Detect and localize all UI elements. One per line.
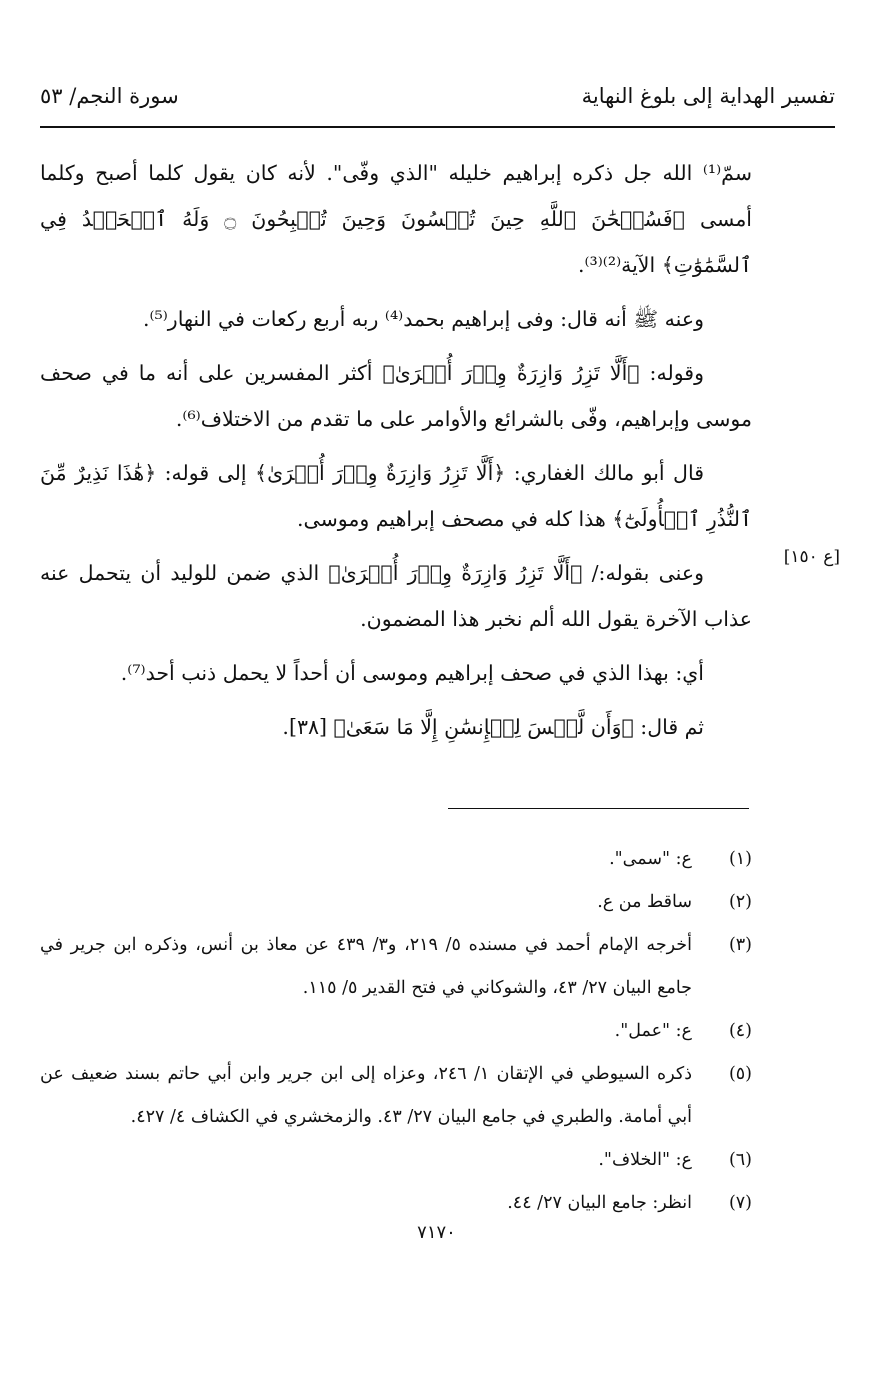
footnote bbox=[40, 1139, 752, 1182]
footnote-text: أخرجه الإمام أحمد في مسنده ٥/ ٢١٩، و٣/ ٤٣٩ عن معاذ بن أنس، وذكره ابن جرير في جامع البيان ٢٧/ ٤٣، والشوكاني في فتح القدير ٥/ ١١٥. bbox=[40, 935, 692, 998]
book-title: تفسير الهداية إلى بلوغ النهاية bbox=[581, 84, 835, 108]
footnote-text: ذكره السيوطي في الإتقان ١/ ٢٤٦، وعزاه إلى ابن جرير وابن أبي حاتم بسند ضعيف عن أبي أمامة. والطبري في جامع البيان ٢٧/ ٤٣. والزمخشري في الكشاف ٤/ ٤٢٧. bbox=[40, 1064, 692, 1127]
paragraph: وعنه ﷺ أنه قال: وفى إبراهيم بحمد⁽⁴⁾ ربه أربع ركعات في النهار⁽⁵⁾. bbox=[142, 307, 704, 331]
footnote-number: (٤) bbox=[728, 1021, 752, 1041]
footnote-number: (١) bbox=[728, 849, 752, 869]
footnote-text: انظر: جامع البيان ٢٧/ ٤٤. bbox=[507, 1193, 692, 1213]
surah-page-label: سورة النجم/ ٥٣ bbox=[40, 84, 179, 108]
manuscript-folio-note: [ع ١٥٠] bbox=[783, 547, 840, 567]
footnote-number: (٦) bbox=[728, 1150, 752, 1170]
paragraph: أي: بهذا الذي في صحف إبراهيم وموسى أن أحداً لا يحمل ذنب أحد⁽⁷⁾. bbox=[120, 661, 704, 685]
footnote-text: ع: "الخلاف". bbox=[598, 1150, 692, 1170]
main-text bbox=[40, 150, 752, 758]
footnote bbox=[40, 1053, 752, 1139]
footnote bbox=[40, 1182, 752, 1225]
footnote-number: (٢) bbox=[728, 892, 752, 912]
footnote-number: (٧) bbox=[728, 1193, 752, 1213]
paragraph: ثم قال: ﴿وَأَن لَّيۡسَ لِلۡإِنسَٰنِ إِلَّا مَا سَعَىٰ﴾ [٣٨]. bbox=[282, 715, 704, 739]
page-number: ٧١٧٠ bbox=[417, 1222, 456, 1243]
paragraph: قال أبو مالك الغفاري: ﴿أَلَّا تَزِرُ وَازِرَةٌ وِزۡرَ أُخۡرَىٰ﴾ إلى قوله: ﴿هَٰذَا نَذِيرٌ مِّنَ ٱلنُّذُرِ ٱلۡأُولَىٰٓ﴾ هذا كله في مصحف إبراهيم وموسى. bbox=[40, 461, 752, 531]
paragraph: سمّ⁽¹⁾ الله جل ذكره إبراهيم خليله "الذي وفّى". لأنه كان يقول كلما أصبح وكلما أمسى ﴿فَسُبۡحَٰنَ ٱللَّهِ حِينَ تُمۡسُونَ وَحِينَ تُصۡبِحُونَ ۝ وَلَهُ ٱلۡحَمۡدُ فِي ٱلسَّمَٰوَٰتِ﴾ الآية⁽²⁾⁽³⁾. bbox=[40, 161, 752, 277]
footnote bbox=[40, 1010, 752, 1053]
footnote-text: ساقط من ع. bbox=[597, 892, 692, 912]
paragraph: وقوله: ﴿أَلَّا تَزِرُ وَازِرَةٌ وِزۡرَ أُخۡرَىٰ﴾ أكثر المفسرين على أنه ما في صحف موسى وإبراهيم، وفّى بالشرائع والأوامر على ما تقدم من الاختلاف⁽⁶⁾. bbox=[40, 361, 752, 431]
footnote bbox=[40, 881, 752, 924]
footnote-text: ع: "عمل". bbox=[614, 1021, 692, 1041]
footnotes bbox=[40, 838, 752, 1225]
running-header bbox=[40, 84, 835, 120]
header-divider bbox=[40, 126, 835, 128]
footnote-number: (٥) bbox=[728, 1064, 752, 1084]
footnote bbox=[40, 838, 752, 881]
footnote-text: ع: "سمى". bbox=[609, 849, 692, 869]
footnote-number: (٣) bbox=[728, 935, 752, 955]
footnote-divider bbox=[448, 808, 749, 809]
paragraph: وعنى بقوله:/ ﴿أَلَّا تَزِرُ وَازِرَةٌ وِزۡرَ أُخۡرَىٰ﴾ الذي ضمن للوليد أن يتحمل عنه عذاب الآخرة يقول الله ألم نخبر هذا المضمون. bbox=[40, 561, 752, 631]
footnote bbox=[40, 924, 752, 1010]
